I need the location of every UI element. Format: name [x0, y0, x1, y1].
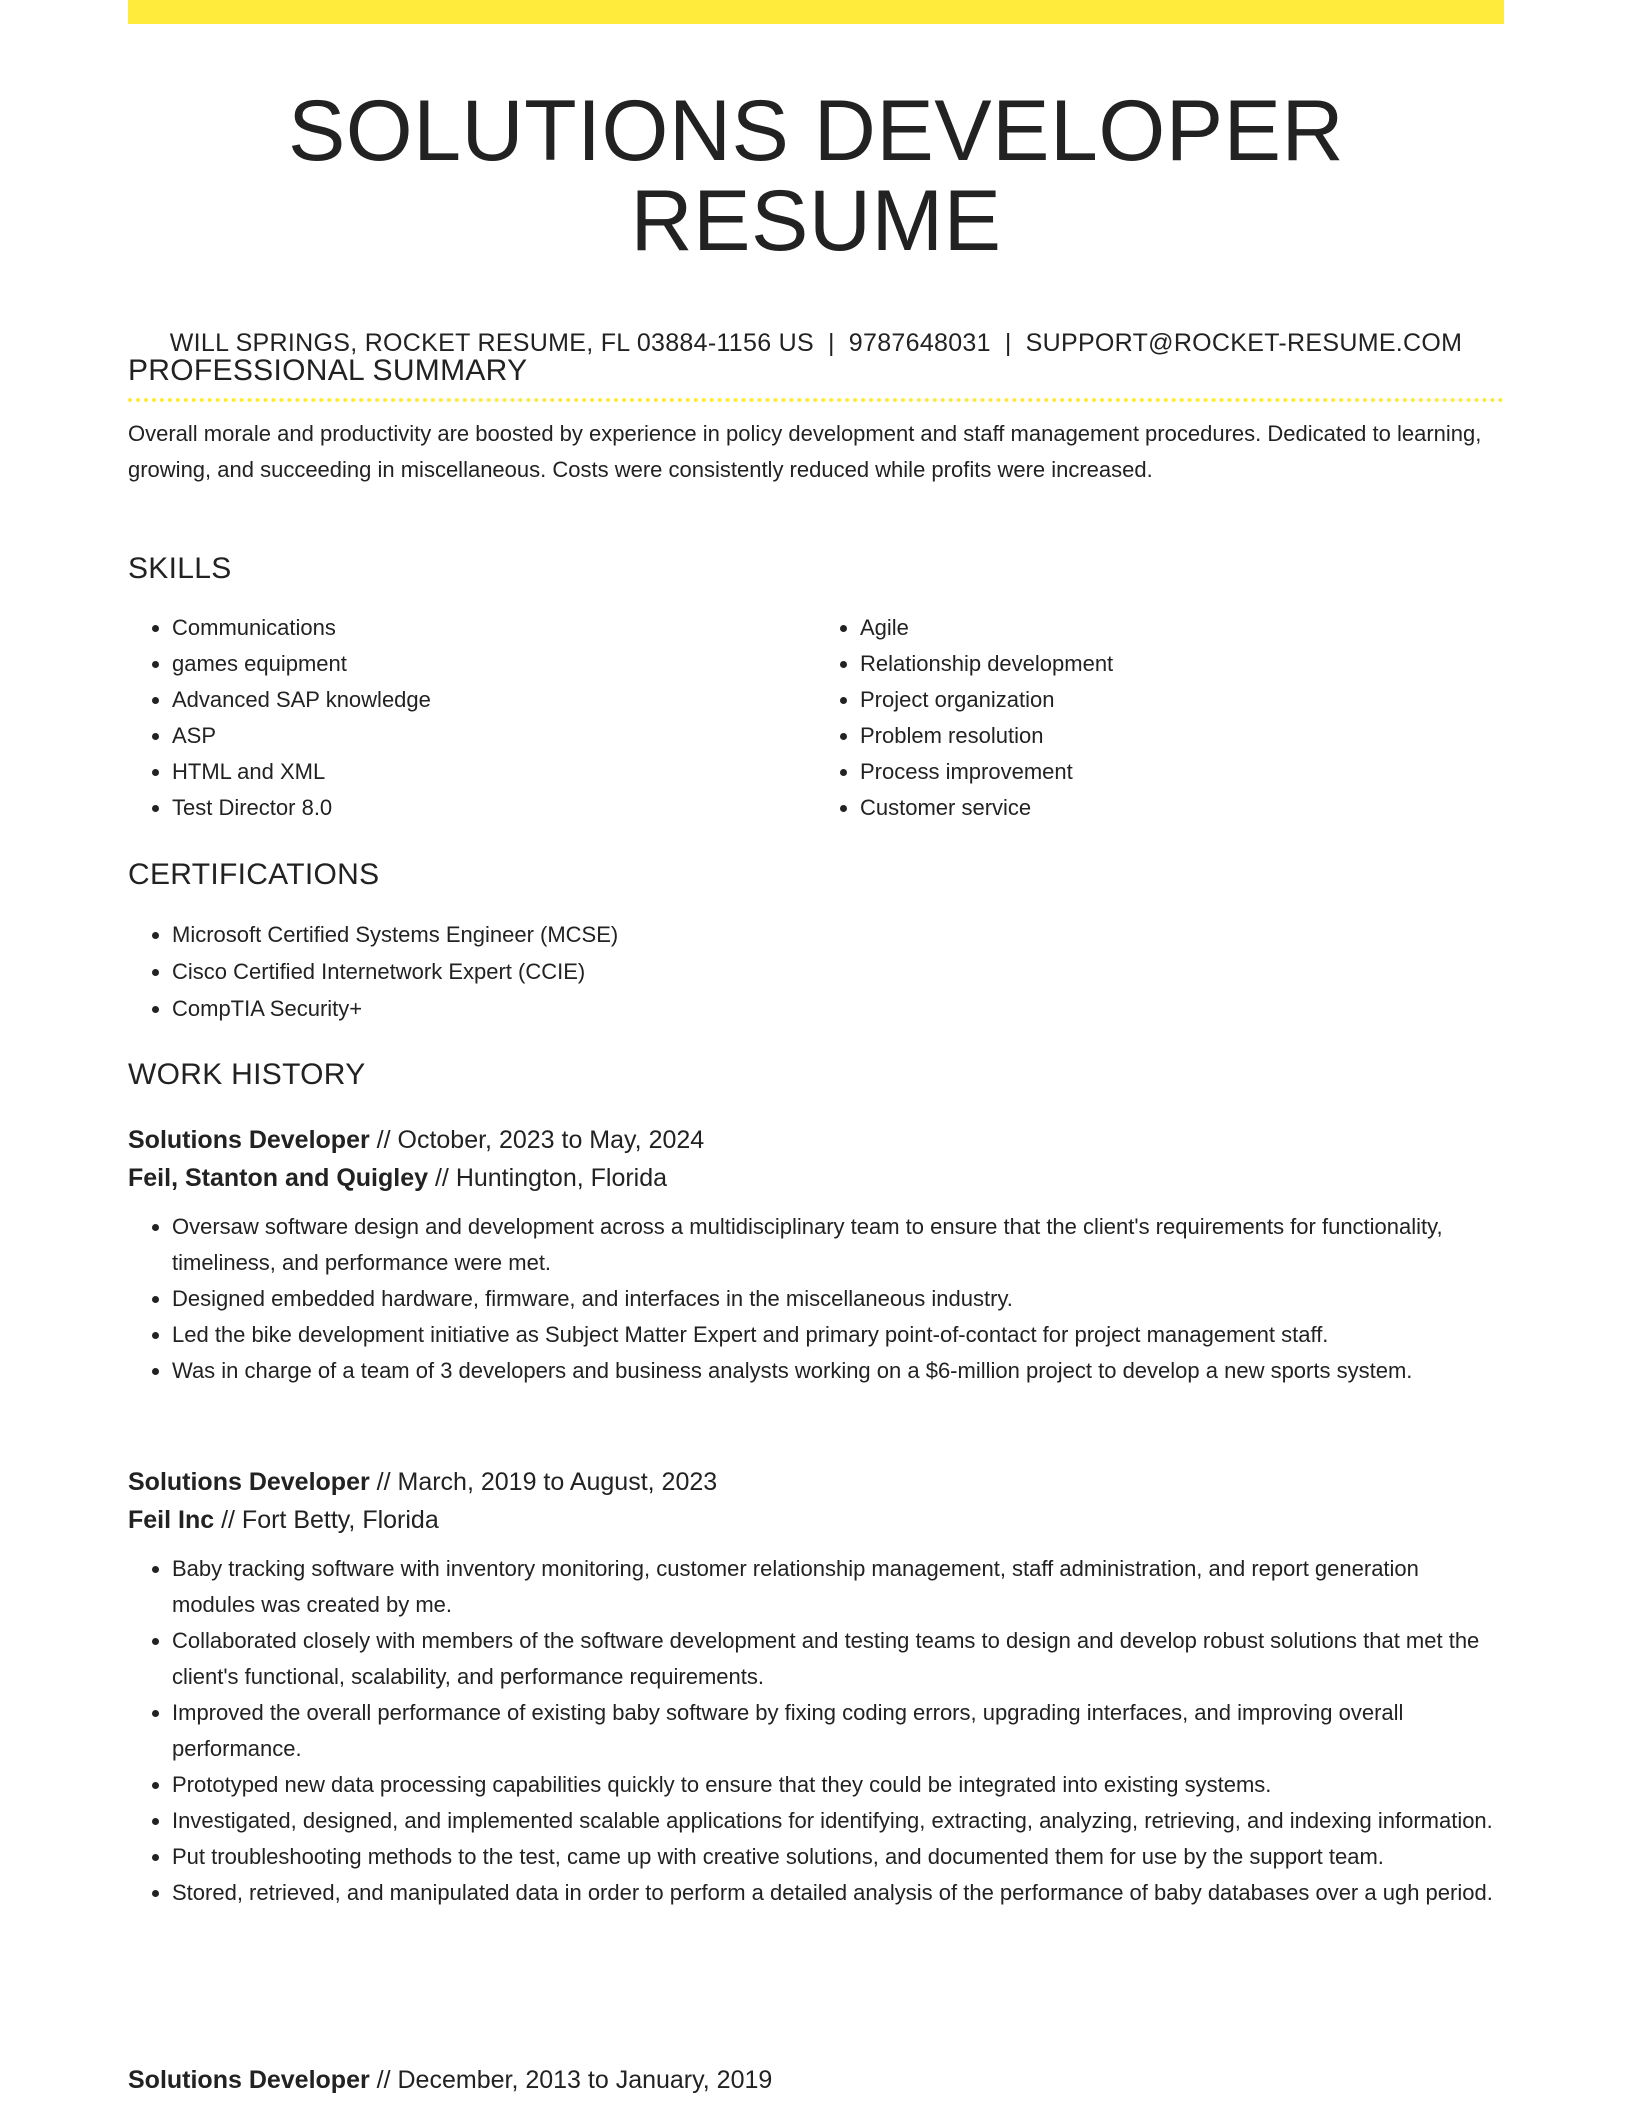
job-location: // Huntington, Florida: [428, 1164, 668, 1192]
list-item: • Was in charge of a team of 3 developers and business analysts working on a $6-million project to develop a new sports system.: [172, 1353, 1504, 1389]
contact-address: WILL SPRINGS, ROCKET RESUME, FL 03884-1156 US: [169, 328, 814, 357]
job-company-line: [128, 1159, 1504, 1197]
job-dates: // October, 2023 to May, 2024: [369, 1126, 705, 1154]
resume-title: SOLUTIONS DEVELOPER RESUME: [287, 83, 1345, 270]
summary-text: Overall morale and productivity are boosted by experience in policy development and staff management procedures. Dedicated to learning, growing, and succeeding in miscellaneous. Costs were consistently reduced while profits were increased.: [128, 421, 1482, 482]
certifications-list: [128, 916, 1504, 1027]
list-item: • Agile: [860, 610, 1504, 646]
list-item: • HTML and XML: [172, 754, 816, 790]
list-item: • CompTIA Security+: [172, 990, 1504, 1027]
list-item: • Oversaw software design and development across a multidisciplinary team to ensure that the client's requirements for functionality, timeliness, and performance were met.: [172, 1209, 1504, 1281]
job-dates: // December, 2013 to January, 2019: [369, 2066, 773, 2094]
list-item: • Advanced SAP knowledge: [172, 682, 816, 718]
list-item: • Stored, retrieved, and manipulated data in order to perform a detailed analysis of the performance of baby databases over a ugh period.: [172, 1875, 1504, 1911]
list-item: • Led the bike development initiative as Subject Matter Expert and primary point-of-contact for project management staff.: [172, 1317, 1504, 1353]
job-dates: // March, 2019 to August, 2023: [369, 1468, 718, 1496]
work-history-section: [128, 1058, 1504, 1092]
certifications-heading: CERTIFICATIONS: [128, 858, 380, 891]
list-item: • Test Director 8.0: [172, 790, 816, 826]
job-title: Solutions Developer: [128, 1126, 370, 1154]
job-bullets: [128, 1209, 1504, 1389]
list-item: • Relationship development: [860, 646, 1504, 682]
top-accent-bar: [128, 0, 1504, 24]
list-item: • Designed embedded hardware, firmware, and interfaces in the miscellaneous industry.: [172, 1281, 1504, 1317]
job-company: Feil Inc: [128, 1506, 215, 1534]
list-item: • Microsoft Certified Systems Engineer (MCSE): [172, 916, 1504, 953]
summary-section: [128, 354, 1504, 488]
list-item: • Improved the overall performance of existing baby software by fixing coding errors, upgrading interfaces, and improving overall performance.: [172, 1695, 1504, 1767]
list-item: • Collaborated closely with members of the software development and testing teams to design and develop robust solutions that met the client's functional, scalability, and performance requirements.: [172, 1623, 1504, 1695]
job-title-line: [128, 1121, 1504, 1159]
job-location: // Fort Betty, Florida: [214, 1506, 439, 1534]
list-item: • Project organization: [860, 682, 1504, 718]
contact-phone: 9787648031: [848, 328, 991, 357]
list-item: • Put troubleshooting methods to the test, came up with creative solutions, and documented them for use by the support team.: [172, 1839, 1504, 1875]
job-title-line: [128, 2061, 1504, 2099]
job-entry: [128, 2061, 1504, 2099]
job-title: Solutions Developer: [128, 2066, 370, 2094]
job-title: Solutions Developer: [128, 1468, 370, 1496]
contact-separator: |: [828, 328, 835, 357]
skills-list-right: [816, 610, 1504, 826]
list-item: • Prototyped new data processing capabilities quickly to ensure that they could be integrated into existing systems.: [172, 1767, 1504, 1803]
job-entry: [128, 1463, 1504, 1911]
skills-list-left: [128, 610, 816, 826]
job-entry: [128, 1121, 1504, 1389]
list-item: • Investigated, designed, and implemented scalable applications for identifying, extracting, analyzing, retrieving, and indexing information.: [172, 1803, 1504, 1839]
job-bullets: [128, 1551, 1504, 1911]
list-item: • Problem resolution: [860, 718, 1504, 754]
job-title-line: [128, 1463, 1504, 1501]
work-history-heading: WORK HISTORY: [128, 1058, 366, 1091]
list-item: • Baby tracking software with inventory monitoring, customer relationship management, staff administration, and report generation modules was created by me.: [172, 1551, 1504, 1623]
job-company-line: [128, 1501, 1504, 1539]
skills-heading: SKILLS: [128, 552, 232, 585]
job-company: Feil, Stanton and Quigley: [128, 1164, 429, 1192]
list-item: • ASP: [172, 718, 816, 754]
contact-email: SUPPORT@ROCKET-RESUME.COM: [1025, 328, 1463, 357]
list-item: • Cisco Certified Internetwork Expert (CCIE): [172, 953, 1504, 990]
resume-page: [128, 0, 1504, 2094]
list-item: • Communications: [172, 610, 816, 646]
list-item: • Customer service: [860, 790, 1504, 826]
list-item: • games equipment: [172, 646, 816, 682]
summary-heading: PROFESSIONAL SUMMARY: [128, 354, 528, 387]
list-item: • Process improvement: [860, 754, 1504, 790]
skills-section: [128, 552, 1504, 826]
certifications-section: [128, 858, 1504, 1027]
contact-separator: |: [1004, 328, 1012, 357]
skills-grid: [128, 610, 1504, 826]
